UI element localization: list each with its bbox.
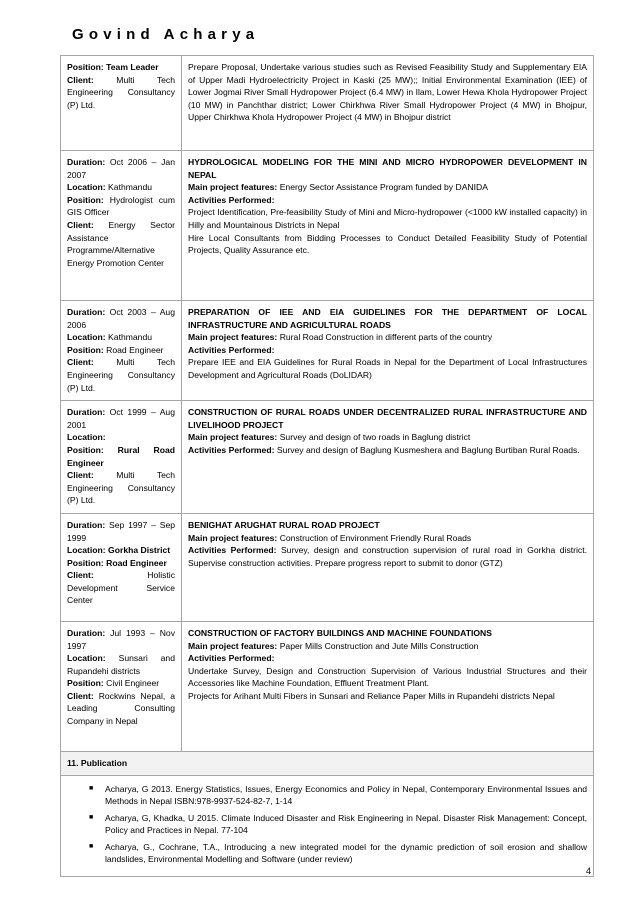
field-value: Civil Engineer xyxy=(103,678,160,689)
field-label: Position: xyxy=(67,678,104,689)
field-label: Position: xyxy=(67,194,104,205)
project-description-line xyxy=(188,61,587,124)
project-description-line xyxy=(188,444,587,457)
field-value: Gorkha District xyxy=(105,545,171,556)
field-label: Duration: xyxy=(67,627,106,638)
project-title: BENIGHAT ARUGHAT RURAL ROAD PROJECT xyxy=(188,519,380,530)
field-label: Position: xyxy=(67,557,104,568)
project-detail-field xyxy=(67,306,175,331)
square-bullet-icon: ■ xyxy=(89,842,94,850)
project-row xyxy=(61,56,594,151)
project-detail-field xyxy=(67,469,175,507)
field-label: Position: xyxy=(67,344,104,355)
description-text: Prepare IEE and EIA Guidelines for Rural Roads in Nepal for the Department of Local Infrastructures Development and Agricultural Roads (DoLIDAR) xyxy=(188,357,587,380)
project-description-cell xyxy=(182,301,594,401)
project-description-line xyxy=(188,431,587,444)
description-text: Paper Mills Construction and Jute Mills Construction xyxy=(277,640,479,651)
description-label: Main project features: xyxy=(188,432,278,443)
description-text: Survey and design of Baglung Kusmeshera and Baglung Burtiban Rural Roads. xyxy=(274,444,580,455)
field-label: Client: xyxy=(67,690,94,701)
field-label: Position: xyxy=(67,62,104,72)
publication-heading-row xyxy=(61,751,594,775)
project-description-line xyxy=(188,544,587,569)
project-title: HYDROLOGICAL MODELING FOR THE MINI AND MICRO HYDROPOWER DEVELOPMENT IN NEPAL xyxy=(188,157,587,180)
field-label: Location: xyxy=(67,432,106,443)
project-description-cell xyxy=(182,621,594,751)
project-detail-field xyxy=(67,331,175,344)
field-value: Oct 1999 – Aug 2001 xyxy=(67,407,175,430)
project-row xyxy=(61,401,594,514)
field-value: Oct 2006 – Jan 2007 xyxy=(67,157,175,180)
field-label: Location: xyxy=(67,545,106,556)
publication-item xyxy=(89,812,587,837)
field-label: Client: xyxy=(67,570,94,581)
field-label: Duration: xyxy=(67,157,106,167)
project-details-cell xyxy=(61,621,182,751)
project-description-line xyxy=(188,181,587,194)
project-description-cell xyxy=(182,151,594,301)
project-description-line xyxy=(188,194,587,207)
project-detail-field xyxy=(67,219,175,269)
square-bullet-icon: ■ xyxy=(89,784,94,792)
project-detail-field xyxy=(67,444,175,469)
project-description-cell xyxy=(182,56,594,151)
project-description-line xyxy=(188,232,587,257)
description-label: Activities Performed: xyxy=(188,194,275,205)
project-detail-field xyxy=(67,557,175,570)
description-label: Main project features: xyxy=(188,332,278,343)
description-text: Construction of Environment Friendly Rural Roads xyxy=(277,532,472,543)
field-label: Position: xyxy=(67,444,104,455)
project-description-line xyxy=(188,331,587,344)
project-description-cell xyxy=(182,513,594,621)
description-text: Hire Local Consultants from Bidding Processes to Conduct Detailed Feasibility Study of Potential Projects, Quality Assurance etc. xyxy=(188,232,587,256)
field-value: Sunsari and Rupandehi districts xyxy=(67,653,175,676)
project-row xyxy=(61,513,594,621)
publication-item xyxy=(89,783,587,808)
project-detail-field xyxy=(67,194,175,219)
project-description-line xyxy=(188,652,587,665)
field-value: Team Leader xyxy=(103,62,159,72)
project-detail-field xyxy=(67,156,175,181)
project-details-cell xyxy=(61,401,182,514)
document-title: Govind Acharya xyxy=(72,26,260,43)
field-label: Client: xyxy=(67,470,94,481)
publication-text: Acharya, G 2013. Energy Statistics, Issues, Energy Economics and Policy in Nepal, Contemporary Environmental Issues and Methods in Nepal ISBN:978-9937-524-82-7, 1-14 xyxy=(105,783,587,807)
description-text: Energy Sector Assistance Program funded by DANIDA xyxy=(277,182,488,193)
field-label: Client: xyxy=(67,219,94,230)
description-label: Main project features: xyxy=(188,532,278,543)
publication-text: Acharya, G, Khadka, U 2015. Climate Induced Disaster and Risk Engineering in Nepal. Disaster Risk Management: Concept, Policy and Practices in Nepal. 77-104 xyxy=(105,812,587,836)
description-text: Prepare Proposal, Undertake various studies such as Revised Feasibility Study and Supplementary EIA of Upper Madi Hydroelectricity Project in Kaski (25 MW);; Initial Environmental Examination (IEE) of Lower Jogmai River Small Hydropower Project (6.4 MW) in Ilam, Lower Hewa Khola Hydropower Project (10 MW) in Panchthar district; Lower Chirkhwa River Small Hydropower Project (4 MW) in Bhojpur, Upper Chirkhwa Khola Hydropower Project (4 MW) in Bhojpur district xyxy=(188,62,587,123)
field-value: Kathmandu xyxy=(105,182,153,193)
project-title: CONSTRUCTION OF FACTORY BUILDINGS AND MACHINE FOUNDATIONS xyxy=(188,627,492,638)
field-label: Duration: xyxy=(67,519,106,530)
project-detail-field xyxy=(67,519,175,544)
field-value: Oct 2003 – Aug 2006 xyxy=(67,307,175,330)
project-title: CONSTRUCTION OF RURAL ROADS UNDER DECENTRALIZED RURAL INFRASTRUCTURE AND LIVELIHOOD PROJECT xyxy=(188,407,587,430)
page-number: 4 xyxy=(586,866,592,876)
project-description-line xyxy=(188,206,587,231)
field-value: Multi Tech Engineering Consultancy (P) Ltd. xyxy=(67,74,175,110)
project-details-cell xyxy=(61,513,182,621)
description-label: Activities Performed: xyxy=(188,545,277,556)
publication-item xyxy=(89,841,587,866)
field-value: Sep 1997 – Sep 1999 xyxy=(67,519,175,543)
field-label: Client: xyxy=(67,357,94,368)
field-value: Rockwins Nepal, a Leading Consulting Company in Nepal xyxy=(67,690,175,727)
field-value: Energy Sector Assistance Programme/Alternative Energy Promotion Center xyxy=(67,219,175,268)
description-label: Activities Performed: xyxy=(188,653,275,664)
publication-section xyxy=(61,751,594,876)
publication-list xyxy=(67,783,587,867)
project-description-line xyxy=(188,344,587,357)
description-label: Activities Performed: xyxy=(188,344,275,355)
project-detail-field xyxy=(67,344,175,357)
project-detail-field xyxy=(67,356,175,394)
project-detail-field xyxy=(67,544,175,557)
publication-text: Acharya, G., Cochrane, T.A., Introducing a new integrated model for the dynamic prediction of soil erosion and shallow landslides, Environmental Modelling and Software (under review) xyxy=(105,841,587,865)
description-text: Project Identification, Pre-feasibility Study of Mini and Micro-hydropower (<1000 kW installed capacity) in Hilly and Mountainous Districts in Nepal xyxy=(188,207,587,230)
publication-list-row xyxy=(61,775,594,877)
field-value: Road Engineer xyxy=(103,344,164,355)
project-detail-field xyxy=(67,74,175,112)
field-label: Client: xyxy=(67,74,94,85)
field-value: Multi Tech Engineering Consultancy (P) Ltd. xyxy=(67,357,175,393)
field-value: Hydrologist cum GIS Officer xyxy=(67,194,175,218)
project-detail-field xyxy=(67,431,175,444)
field-value: Rural Road Engineer xyxy=(67,444,175,468)
project-row xyxy=(61,621,594,751)
project-details-cell xyxy=(61,301,182,401)
publication-list-cell xyxy=(61,775,594,877)
project-title: PREPARATION OF IEE AND EIA GUIDELINES FOR THE DEPARTMENT OF LOCAL INFRASTRUCTURE AND AGRICULTURAL ROADS xyxy=(188,307,587,330)
project-description-cell xyxy=(182,401,594,514)
field-label: Location: xyxy=(67,182,106,193)
field-value: Holistic Development Service Center xyxy=(67,570,175,606)
project-detail-field xyxy=(67,569,175,607)
field-value: Jul 1993 – Nov 1997 xyxy=(67,627,175,651)
project-detail-field xyxy=(67,677,175,690)
description-label: Activities Performed: xyxy=(188,444,275,455)
project-row xyxy=(61,151,594,301)
experience-table xyxy=(60,55,594,877)
description-text: Survey, design and construction supervision of rural road in Gorkha district. Supervise construction activities. Prepare progress report to submit to donor (GTZ) xyxy=(188,545,587,568)
description-label: Main project features: xyxy=(188,182,278,193)
project-detail-field xyxy=(67,181,175,194)
description-text: Survey and design of two roads in Baglung district xyxy=(277,432,471,443)
publication-heading: 11. Publication xyxy=(61,751,594,775)
field-label: Location: xyxy=(67,332,106,343)
project-description-line xyxy=(188,665,587,690)
project-detail-field xyxy=(67,61,175,74)
project-detail-field xyxy=(67,690,175,728)
description-text: Undertake Survey, Design and Construction Supervision of Various Industrial Structures and their Accessories like Machine Foundation, Effluent Treatment Plant. xyxy=(188,665,587,689)
project-detail-field xyxy=(67,406,175,431)
field-label: Duration: xyxy=(67,307,106,317)
project-description-line xyxy=(188,532,587,545)
field-label: Duration: xyxy=(67,407,106,418)
field-label: Location: xyxy=(67,653,106,664)
square-bullet-icon: ■ xyxy=(89,813,94,821)
description-label: Main project features: xyxy=(188,640,278,651)
description-text: Rural Road Construction in different parts of the country xyxy=(277,332,493,343)
project-detail-field xyxy=(67,652,175,677)
project-detail-field xyxy=(67,627,175,652)
experience-table-body xyxy=(61,56,594,752)
project-details-cell xyxy=(61,151,182,301)
project-details-cell xyxy=(61,56,182,151)
field-value: Kathmandu xyxy=(105,332,153,343)
project-description-line xyxy=(188,356,587,381)
project-description-line xyxy=(188,640,587,653)
project-row xyxy=(61,301,594,401)
field-value: Road Engineer xyxy=(103,557,167,568)
field-value: Multi Tech Engineering Consultancy (P) Ltd. xyxy=(67,470,175,506)
description-text: Projects for Arihant Multi Fibers in Sunsari and Reliance Paper Mills in Rupandehi districts Nepal xyxy=(188,690,555,701)
project-description-line xyxy=(188,690,587,703)
